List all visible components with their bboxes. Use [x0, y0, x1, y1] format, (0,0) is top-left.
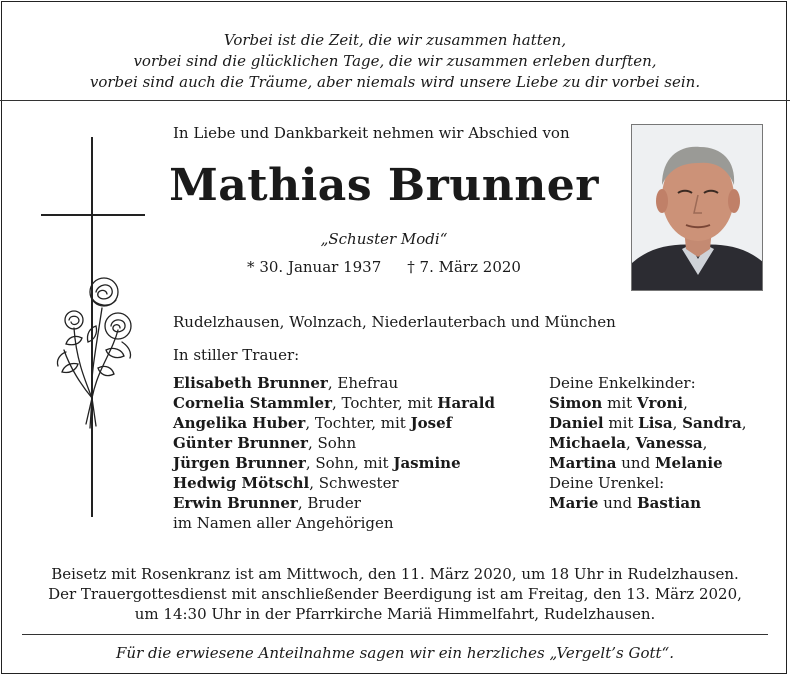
list-item — [549, 493, 747, 513]
grand-text: , — [672, 414, 683, 432]
mourner-relation: , Bruder — [297, 494, 361, 512]
grand-text: , — [702, 434, 708, 452]
motto-verse — [0, 30, 790, 93]
grand-text: und — [616, 454, 655, 472]
list-item — [173, 413, 495, 433]
grand-name: Sandra — [682, 414, 742, 432]
divider-bottom — [22, 634, 768, 635]
grand-text: , — [683, 394, 688, 412]
grand-name: Michaela — [549, 434, 627, 452]
mourner-name: Angelika Huber — [173, 414, 306, 432]
motto-line: vorbei sind die glücklichen Tage, die wir zusammen erleben durften, — [133, 52, 657, 70]
deceased-name: Mathias Brunner — [169, 160, 599, 211]
deceased-nickname: „Schuster Modi“ — [320, 230, 448, 248]
grand-name: Lisa — [638, 414, 673, 432]
roses-icon — [52, 268, 142, 443]
list-item — [173, 433, 495, 453]
partner-name: Jasmine — [393, 454, 461, 472]
grand-text: , — [741, 414, 747, 432]
list-item — [173, 373, 495, 393]
mourner-relation: , Sohn, mit — [305, 454, 394, 472]
list-item — [549, 393, 747, 413]
grand-text: , — [626, 434, 636, 452]
mourner-relation: , Sohn — [307, 434, 357, 452]
grand-name: Martina — [549, 454, 617, 472]
funeral-info — [0, 564, 790, 624]
list-item — [173, 453, 495, 473]
thanks-line: Für die erwiesene Anteilnahme sagen wir ein herzliches „Vergelt’s Gott“. — [116, 644, 674, 662]
mourners-list — [173, 373, 495, 533]
grand-name: Vanessa — [635, 434, 703, 452]
places-line: Rudelzhausen, Wolnzach, Niederlauterbach und München — [173, 313, 616, 331]
list-item — [173, 513, 495, 533]
mourning-label: In stiller Trauer: — [173, 346, 300, 364]
mourner-name: Elisabeth Brunner — [173, 374, 328, 392]
motto-line: Vorbei ist die Zeit, die wir zusammen hatten, — [223, 31, 567, 49]
partner-name: Josef — [410, 414, 453, 432]
farewell-intro: In Liebe und Dankbarkeit nehmen wir Abschied von — [173, 124, 570, 142]
grandchildren-list — [549, 373, 747, 513]
list-item — [173, 473, 495, 493]
death-date: † 7. März 2020 — [407, 258, 521, 276]
portrait-image — [632, 125, 763, 291]
mourner-relation: , Tochter, mit — [332, 394, 438, 412]
divider-top — [0, 100, 790, 101]
mourner-name: Cornelia Stammler — [173, 394, 333, 412]
mourner-relation: , Schwester — [309, 474, 399, 492]
grand-name: Vroni — [636, 394, 684, 412]
list-item — [549, 453, 747, 473]
grand-text: mit — [603, 414, 639, 432]
list-item — [549, 413, 747, 433]
grand-name: Simon — [549, 394, 603, 412]
grand-name: Daniel — [549, 414, 604, 432]
portrait-photo — [631, 124, 763, 291]
mourner-name: Hedwig Mötschl — [173, 474, 310, 492]
grand-name: Marie — [549, 494, 599, 512]
grand-text: Deine Urenkel: — [549, 474, 665, 492]
grand-name: Melanie — [654, 454, 723, 472]
cross-icon-bar — [41, 214, 145, 216]
birth-date: * 30. Januar 1937 — [247, 258, 382, 276]
funeral-line: Der Trauergottesdienst mit anschließender Beerdigung ist am Freitag, den 13. März 2020, — [48, 585, 742, 603]
grand-name: Bastian — [636, 494, 702, 512]
life-dates — [160, 258, 608, 276]
grand-text: Deine Enkelkinder: — [549, 374, 696, 392]
partner-name: Harald — [437, 394, 495, 412]
list-item — [173, 493, 495, 513]
list-item — [549, 373, 747, 393]
mourner-name: Erwin Brunner — [173, 494, 298, 512]
mourner-relation: , Ehefrau — [327, 374, 399, 392]
grand-text: mit — [602, 394, 637, 412]
list-item — [549, 433, 747, 453]
mourner-name: Jürgen Brunner — [173, 454, 306, 472]
funeral-line: Beisetz mit Rosenkranz ist am Mittwoch, den 11. März 2020, um 18 Uhr in Rudelzhausen. — [51, 565, 739, 583]
motto-line: vorbei sind auch die Träume, aber niemals wird unsere Liebe zu dir vorbei sein. — [89, 73, 701, 91]
list-item — [173, 393, 495, 413]
funeral-line: um 14:30 Uhr in der Pfarrkirche Mariä Himmelfahrt, Rudelzhausen. — [134, 605, 656, 623]
mourner-relation: , Tochter, mit — [305, 414, 411, 432]
list-item — [549, 473, 747, 493]
mourner-name: Günter Brunner — [173, 434, 308, 452]
mourner-relation: im Namen aller Angehörigen — [173, 514, 394, 532]
grand-text: und — [598, 494, 637, 512]
